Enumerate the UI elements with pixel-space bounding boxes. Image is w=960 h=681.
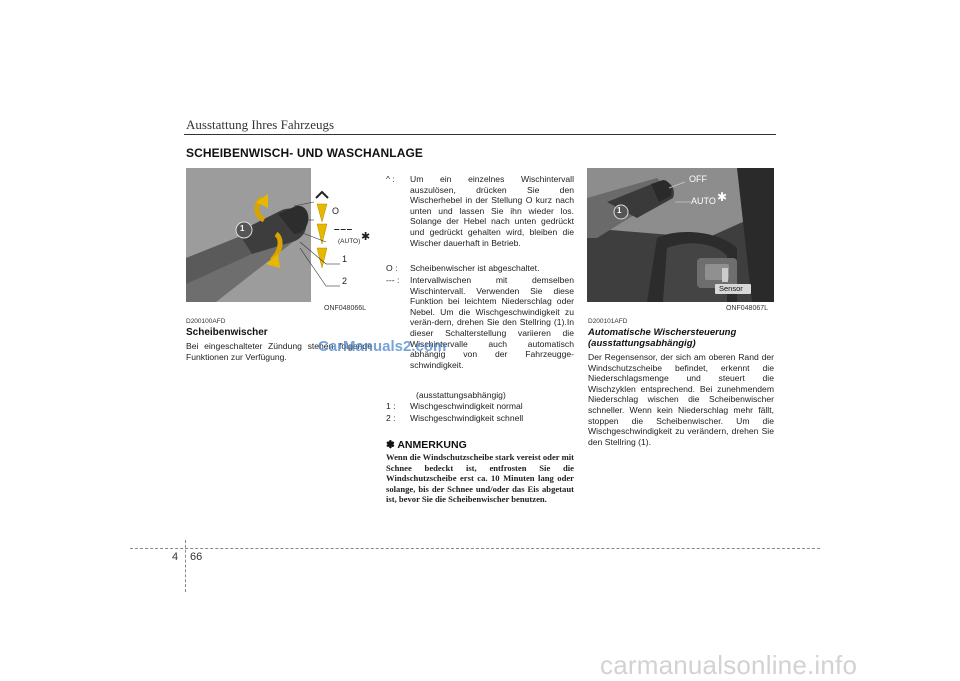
fig1-label-low: 1 (342, 254, 348, 264)
definition-item (386, 263, 574, 274)
overlay-watermark: CarManuals2.com (318, 338, 447, 355)
left-heading: Scheibenwischer (186, 327, 268, 338)
fig2-ring-label: 1 (617, 206, 622, 215)
right-heading: Automatische Wischersteuerung (ausstattungsabhängig) (588, 327, 737, 349)
fig2-label-auto: AUTO (691, 196, 716, 206)
definition-key: 2 : (386, 413, 396, 423)
right-section-code: D200101AFD (588, 318, 628, 325)
footer-vertical-divider (185, 540, 186, 592)
figure1-code: ONF048066L (324, 305, 367, 312)
definition-key: ^ : (386, 174, 395, 184)
fig1-label-auto: (AUTO) (338, 238, 361, 245)
definition-text: Um ein einzelnes Wischintervall auszulösen, drücken Sie den Wischerhebel in der Stellung O kurz nach unten und lassen Sie ihn wieder los. Solange der Hebel nach unten gedrückt und gedrückt gehalten wird, bleiben die Wischer dauerhaft in Betrieb. (410, 174, 574, 248)
definition-item (386, 275, 574, 370)
definition-text: Scheibenwischer ist abgeschaltet. (410, 263, 540, 273)
wiper-stalk-figure (186, 168, 372, 302)
definition-key: O : (386, 263, 398, 273)
definition-item (386, 401, 574, 412)
definition-item (386, 413, 574, 424)
left-paragraph: Bei eingeschalteter Zündung stehen folgende Funktionen zur Verfügung. (186, 341, 372, 362)
right-paragraph: Der Regensensor, der sich am oberen Rand der Windschutzscheibe befindet, erkennt die Niederschlagsmenge und steuert die Wischzyklen entsprechend. Bei zunehmendem Niederschlag wischen die Scheibenwischer schneller. Wenn kein Niederschlag mehr fällt, stoppen die Scheibenwischer. Um die Wischgeschwindigkeit zu verändern, drehen Sie den Stellring (1). (588, 352, 774, 447)
bottom-watermark: carmanualsonline.info (600, 650, 858, 680)
left-section-code: D200100AFD (186, 318, 226, 325)
note-title: ✽ ANMERKUNG (386, 439, 467, 451)
fig1-label-off: O (332, 206, 340, 216)
note-text: Wenn die Windschutzscheibe stark vereist oder mit Schnee bedeckt ist, entfrosten Sie die Windschutzscheibe erst ca. 10 Minuten lang oder solange, bis der Schnee und/oder das Eis abgetaut ist, bevor Sie die Scheibenwischer benutzen. (386, 452, 574, 505)
fig1-ring-label: 1 (240, 224, 245, 233)
definition-item (386, 174, 574, 248)
footer-divider (130, 548, 820, 549)
fig2-auto-star-icon: ✱ (717, 190, 728, 204)
rain-sensor-illustration (587, 168, 774, 302)
header-rule (184, 134, 776, 135)
fig1-label-intermittent: – – – (334, 224, 352, 235)
definition-key: 1 : (386, 401, 396, 411)
section-title: SCHEIBENWISCH- UND WASCHANLAGE (186, 146, 423, 160)
footer-section-number: 4 (172, 551, 179, 563)
definition-item (386, 390, 574, 401)
definition-text: Wischgeschwindigkeit schnell (410, 413, 524, 423)
fig1-auto-star-icon: ✱ (361, 231, 371, 243)
definition-key: --- : (386, 275, 400, 285)
rain-sensor-figure (587, 168, 774, 302)
figure2-code: ONF048067L (726, 305, 769, 312)
header-title: Ausstattung Ihres Fahrzeugs (186, 117, 335, 132)
footer-page-number: 66 (190, 551, 203, 563)
definition-text: Wischgeschwindigkeit normal (410, 401, 523, 411)
fig1-label-high: 2 (342, 276, 348, 286)
definition-text: Intervallwischen mit demselben Wischintervall. Verwenden Sie diese Funktion bei leichtem Niederschlag oder Nebel. Um die Wischgeschwindigkeit zu verän-dern, drehen Sie den Stellring (1).In dieser Schalterstellung variieren die Wischintervalle auch automatisch abhängig von der Fahrzeugge-schwindigkeit. (410, 275, 574, 370)
fig2-label-off: OFF (689, 174, 707, 184)
definition-text: (ausstattungsabhängig) (416, 390, 506, 400)
fig2-label-sensor: Sensor (719, 284, 743, 293)
